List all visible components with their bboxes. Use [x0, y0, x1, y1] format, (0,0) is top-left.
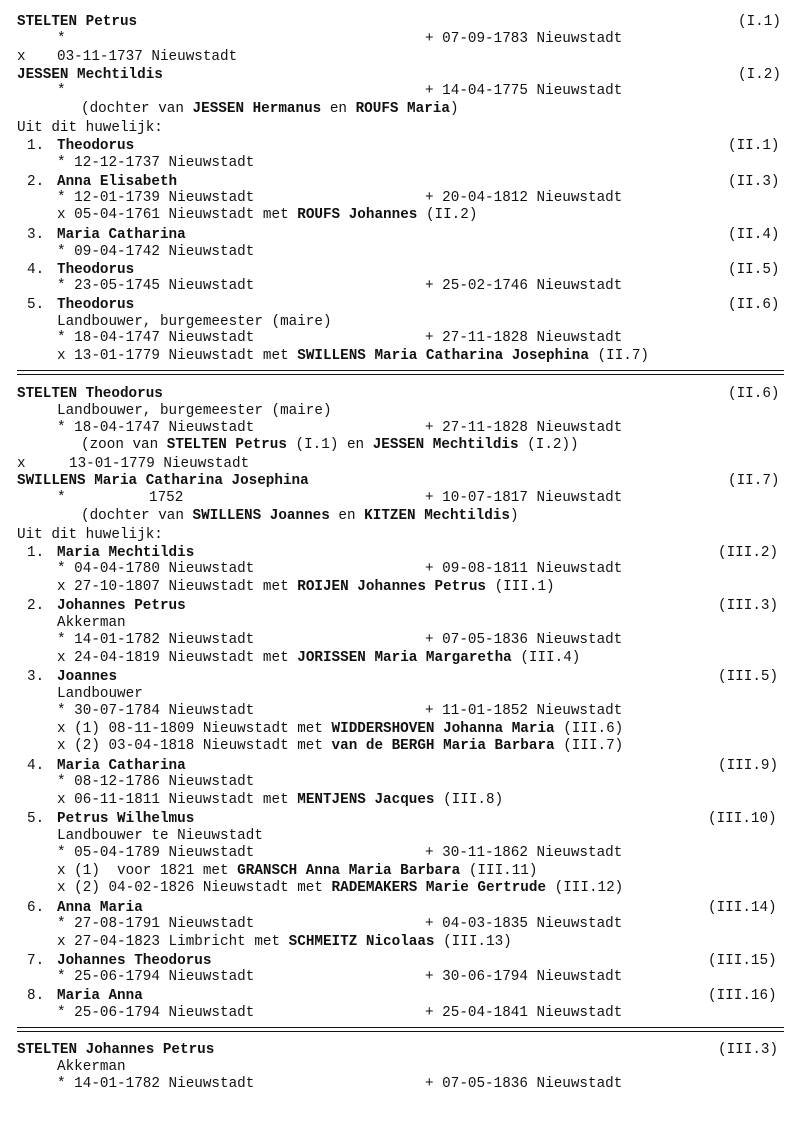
- child-dates: [0, 560, 800, 578]
- child-dates: [0, 189, 800, 207]
- marriage-spouse: WIDDERSHOVEN Johanna Maria: [331, 721, 555, 737]
- birth-date: * 12-01-1739 Nieuwstadt: [57, 190, 255, 206]
- child-name: Theodorus: [57, 138, 135, 154]
- parents-conjunction: en: [321, 101, 356, 117]
- child-entry: [0, 597, 800, 615]
- death-date: + 27-11-1828 Nieuwstadt: [425, 330, 623, 346]
- child-occupation: [0, 827, 800, 845]
- spouse-header: [0, 472, 800, 490]
- birth-date: * 25-06-1794 Nieuwstadt: [57, 1005, 255, 1021]
- child-name: Maria Catharina: [57, 227, 186, 243]
- birth-year: 1752: [149, 490, 184, 506]
- marriage-ref: (III.7): [554, 738, 624, 754]
- child-dates: [0, 329, 800, 347]
- child-ref: (III.3): [718, 598, 779, 614]
- child-ref: (II.5): [728, 262, 780, 278]
- marriage-text: x 24-04-1819 Nieuwstadt met: [57, 650, 298, 666]
- child-dates: [0, 844, 800, 862]
- marriage-text: x (2) 03-04-1818 Nieuwstadt met: [57, 738, 332, 754]
- death-date: + 10-07-1817 Nieuwstadt: [425, 490, 623, 506]
- death-date: + 11-01-1852 Nieuwstadt: [425, 703, 623, 719]
- birth-date: * 25-06-1794 Nieuwstadt: [57, 969, 255, 985]
- marriage-spouse: GRANSCH Anna Maria Barbara: [237, 863, 461, 879]
- death-date: + 14-04-1775 Nieuwstadt: [425, 83, 623, 99]
- spouse-ref: (I.2): [738, 67, 781, 83]
- birth-date: * 30-07-1784 Nieuwstadt: [57, 703, 255, 719]
- person-ref: (III.3): [718, 1042, 779, 1058]
- child-dates: [0, 277, 800, 295]
- death-date: + 25-04-1841 Nieuwstadt: [425, 1005, 623, 1021]
- marriage-text: x (1) 08-11-1809 Nieuwstadt met: [57, 721, 332, 737]
- child-marriage: [0, 791, 800, 809]
- child-occupation: [0, 614, 800, 632]
- child-name: Maria Anna: [57, 988, 143, 1004]
- child-number: 5.: [27, 811, 45, 827]
- marriage-line: [0, 455, 800, 473]
- life-dates: [0, 419, 800, 437]
- marriage-spouse: RADEMAKERS Marie Gertrude: [331, 880, 547, 896]
- child-ref: (III.15): [708, 953, 777, 969]
- father-ref: (I.1) en: [286, 437, 373, 453]
- life-dates: [0, 1075, 800, 1093]
- marriage-mark: x: [17, 49, 26, 65]
- person-header: [0, 385, 800, 403]
- child-ref: (II.1): [728, 138, 780, 154]
- child-name: Theodorus: [57, 262, 135, 278]
- birth-date: * 14-01-1782 Nieuwstadt: [57, 632, 255, 648]
- spouse-ref: (II.7): [728, 473, 780, 489]
- marriage-text: x 06-11-1811 Nieuwstadt met: [57, 792, 298, 808]
- life-dates: [0, 30, 800, 48]
- marriage-text: x 05-04-1761 Nieuwstadt met: [57, 207, 298, 223]
- child-number: 6.: [27, 900, 45, 916]
- death-date: + 07-05-1836 Nieuwstadt: [425, 1076, 623, 1092]
- marriage-spouse: ROUFS Johannes: [297, 207, 418, 223]
- marriage-text: x (2) 04-02-1826 Nieuwstadt met: [57, 880, 332, 896]
- child-name: Theodorus: [57, 297, 135, 313]
- child-dates: [0, 968, 800, 986]
- child-number: 1.: [27, 138, 45, 154]
- marriage-ref: (III.8): [434, 792, 504, 808]
- child-ref: (II.6): [728, 297, 780, 313]
- person-name: STELTEN Theodorus: [17, 386, 163, 402]
- marriage-ref: (III.11): [460, 863, 538, 879]
- death-date: + 07-05-1836 Nieuwstadt: [425, 632, 623, 648]
- birth-date: * 18-04-1747 Nieuwstadt: [57, 420, 255, 436]
- section-divider: [17, 370, 784, 371]
- parents-conjunction: en: [329, 508, 365, 524]
- birth-mark: *: [57, 83, 66, 99]
- child-name: Anna Elisabeth: [57, 174, 178, 190]
- marriage-date: 13-01-1779 Nieuwstadt: [69, 456, 250, 472]
- marriage-spouse: van de BERGH Maria Barbara: [331, 738, 555, 754]
- marriage-ref: (II.2): [417, 207, 478, 223]
- occupation-text: Landbouwer: [57, 686, 143, 702]
- birth-date: * 12-12-1737 Nieuwstadt: [57, 155, 255, 171]
- father-name: STELTEN Petrus: [166, 437, 287, 453]
- child-marriage: [0, 862, 800, 880]
- child-number: 3.: [27, 669, 45, 685]
- children-intro: [0, 526, 800, 544]
- child-name: Petrus Wilhelmus: [57, 811, 195, 827]
- occupation-text: Akkerman: [57, 615, 126, 631]
- mother-name: ROUFS Maria: [355, 101, 450, 117]
- birth-date: * 05-04-1789 Nieuwstadt: [57, 845, 255, 861]
- child-ref: (III.2): [718, 545, 779, 561]
- child-name: Joannes: [57, 669, 118, 685]
- child-entry: [0, 226, 800, 244]
- death-date: + 25-02-1746 Nieuwstadt: [425, 278, 623, 294]
- child-ref: (III.10): [708, 811, 777, 827]
- marriage-spouse: SCHMEITZ Nicolaas: [288, 934, 435, 950]
- child-ref: (III.16): [708, 988, 777, 1004]
- death-date: + 30-11-1862 Nieuwstadt: [425, 845, 623, 861]
- child-dates: [0, 773, 800, 791]
- marriage-spouse: ROIJEN Johannes Petrus: [297, 579, 486, 595]
- occupation-text: Landbouwer, burgemeester (maire): [57, 403, 332, 419]
- child-marriage: [0, 649, 800, 667]
- child-dates: [0, 154, 800, 172]
- birth-mark: *: [57, 490, 66, 506]
- child-ref: (III.14): [708, 900, 777, 916]
- marriage-ref: (III.1): [485, 579, 555, 595]
- spouse-parents: [0, 100, 800, 118]
- section-divider: [17, 1031, 784, 1032]
- child-number: 2.: [27, 598, 45, 614]
- child-marriage-second: [0, 879, 800, 897]
- marriage-text: x (1) voor 1821 met: [57, 863, 238, 879]
- marriage-line: [0, 48, 800, 66]
- child-ref: (III.9): [718, 758, 779, 774]
- person-name: STELTEN Petrus: [17, 14, 138, 30]
- marriage-mark: x: [17, 456, 26, 472]
- birth-mark: *: [57, 31, 66, 47]
- child-number: 2.: [27, 174, 45, 190]
- marriage-text: x 27-10-1807 Nieuwstadt met: [57, 579, 298, 595]
- person-ref: (I.1): [738, 14, 781, 30]
- child-entry: [0, 137, 800, 155]
- marriage-spouse: SWILLENS Maria Catharina Josephina: [297, 348, 589, 364]
- death-date: + 27-11-1828 Nieuwstadt: [425, 420, 623, 436]
- birth-date: * 23-05-1745 Nieuwstadt: [57, 278, 255, 294]
- child-marriage: [0, 933, 800, 951]
- child-dates: [0, 631, 800, 649]
- parents-prefix: (zoon van: [81, 437, 167, 453]
- person-header: [0, 13, 800, 31]
- person-name: STELTEN Johannes Petrus: [17, 1042, 215, 1058]
- child-ref: (III.5): [718, 669, 779, 685]
- marriage-ref: (II.7): [588, 348, 650, 364]
- death-date: + 04-03-1835 Nieuwstadt: [425, 916, 623, 932]
- child-occupation: [0, 685, 800, 703]
- child-entry: [0, 810, 800, 828]
- child-number: 4.: [27, 758, 45, 774]
- child-number: 1.: [27, 545, 45, 561]
- child-entry: [0, 987, 800, 1005]
- child-number: 8.: [27, 988, 45, 1004]
- parents-suffix: ): [449, 101, 459, 117]
- child-dates: [0, 1004, 800, 1022]
- birth-date: * 27-08-1791 Nieuwstadt: [57, 916, 255, 932]
- spouse-name: SWILLENS Maria Catharina Josephina: [17, 473, 309, 489]
- birth-date: * 18-04-1747 Nieuwstadt: [57, 330, 255, 346]
- section-divider: [17, 374, 784, 375]
- birth-date: * 08-12-1786 Nieuwstadt: [57, 774, 255, 790]
- occupation-text: Landbouwer te Nieuwstadt: [57, 828, 263, 844]
- parents-suffix: ): [510, 508, 519, 524]
- mother-ref: (I.2)): [518, 437, 579, 453]
- birth-date: * 04-04-1780 Nieuwstadt: [57, 561, 255, 577]
- birth-date: * 14-01-1782 Nieuwstadt: [57, 1076, 255, 1092]
- child-number: 5.: [27, 297, 45, 313]
- parents-prefix: (dochter van: [81, 508, 193, 524]
- child-marriage: [0, 720, 800, 738]
- marriage-ref: (III.4): [511, 650, 581, 666]
- child-marriage-second: [0, 737, 800, 755]
- spouse-name: JESSEN Mechtildis: [17, 67, 163, 83]
- death-date: + 09-08-1811 Nieuwstadt: [425, 561, 623, 577]
- child-ref: (II.4): [728, 227, 780, 243]
- marriage-date: 03-11-1737 Nieuwstadt: [57, 49, 238, 65]
- marriage-ref: (III.12): [546, 880, 624, 896]
- section-divider: [17, 1027, 784, 1028]
- occupation-text: Akkerman: [57, 1059, 126, 1075]
- child-entry: [0, 668, 800, 686]
- children-intro-text: Uit dit huwelijk:: [17, 120, 163, 136]
- child-entry: [0, 296, 800, 314]
- person-occupation: [0, 1058, 800, 1076]
- child-ref: (II.3): [728, 174, 780, 190]
- parents-prefix: (dochter van: [81, 101, 193, 117]
- child-name: Johannes Petrus: [57, 598, 186, 614]
- person-ref: (II.6): [728, 386, 780, 402]
- child-number: 3.: [27, 227, 45, 243]
- child-name: Anna Maria: [57, 900, 143, 916]
- child-number: 7.: [27, 953, 45, 969]
- marriage-ref: (III.13): [434, 934, 512, 950]
- mother-name: JESSEN Mechtildis: [372, 437, 519, 453]
- spouse-dates: [0, 82, 800, 100]
- death-date: + 20-04-1812 Nieuwstadt: [425, 190, 623, 206]
- child-name: Maria Mechtildis: [57, 545, 195, 561]
- children-intro-text: Uit dit huwelijk:: [17, 527, 163, 543]
- child-marriage: [0, 206, 800, 224]
- child-name: Maria Catharina: [57, 758, 186, 774]
- occupation-text: Landbouwer, burgemeester (maire): [57, 314, 332, 330]
- mother-name: KITZEN Mechtildis: [364, 508, 511, 524]
- marriage-ref: (III.6): [554, 721, 624, 737]
- marriage-spouse: JORISSEN Maria Margaretha: [297, 650, 512, 666]
- person-parents: [0, 436, 800, 454]
- person-occupation: [0, 402, 800, 420]
- death-date: + 07-09-1783 Nieuwstadt: [425, 31, 623, 47]
- birth-date: * 09-04-1742 Nieuwstadt: [57, 244, 255, 260]
- child-marriage: [0, 578, 800, 596]
- father-name: JESSEN Hermanus: [192, 101, 322, 117]
- spouse-dates: [0, 489, 800, 507]
- child-dates: [0, 702, 800, 720]
- child-marriage: [0, 347, 800, 365]
- child-name: Johannes Theodorus: [57, 953, 212, 969]
- child-number: 4.: [27, 262, 45, 278]
- father-name: SWILLENS Joannes: [192, 508, 330, 524]
- marriage-spouse: MENTJENS Jacques: [297, 792, 435, 808]
- person-header: [0, 1041, 800, 1059]
- death-date: + 30-06-1794 Nieuwstadt: [425, 969, 623, 985]
- marriage-text: x 27-04-1823 Limbricht met: [57, 934, 289, 950]
- child-dates: [0, 915, 800, 933]
- marriage-text: x 13-01-1779 Nieuwstadt met: [57, 348, 298, 364]
- spouse-parents: [0, 507, 800, 525]
- child-dates: [0, 243, 800, 261]
- children-intro: [0, 119, 800, 137]
